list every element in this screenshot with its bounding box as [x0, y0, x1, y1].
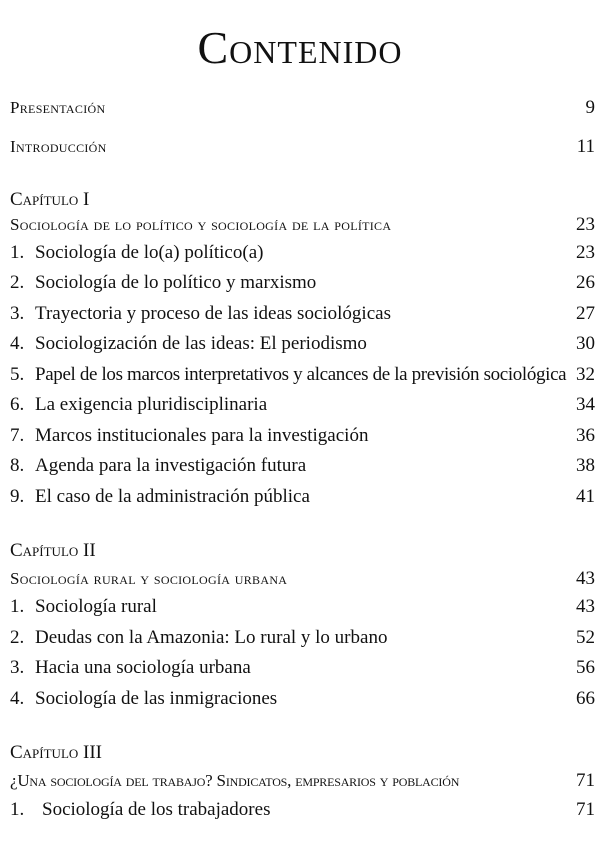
entry-number: 4.: [10, 333, 25, 354]
entry-number: 1.: [10, 799, 25, 820]
toc-page-number: 36: [576, 425, 595, 446]
toc-page-number: 30: [576, 333, 595, 354]
entry-number: 2.: [10, 272, 25, 293]
toc-row-presentation: [10, 96, 595, 120]
toc-entry: [10, 485, 595, 509]
entry-label: Sociologización de las ideas: El periodismo: [35, 333, 367, 354]
toc-page-number: 56: [576, 657, 595, 678]
toc-label: Presentación: [10, 98, 106, 117]
chapter-title-row: [10, 567, 595, 591]
toc-page-number: 26: [576, 272, 595, 293]
entry-label: Sociología rural: [35, 596, 157, 617]
toc-page-number: 71: [576, 799, 595, 820]
entry-label: Sociología de lo político y marxismo: [35, 272, 317, 293]
toc-row-introduction: [10, 135, 595, 159]
chapter-title: ¿Una sociología del trabajo? Sindicatos, empresarios y población: [10, 771, 460, 790]
entry-label: Trayectoria y proceso de las ideas sociológicas: [35, 303, 391, 324]
chapter-heading: Capítulo III: [10, 742, 103, 763]
toc-page-number: 66: [576, 688, 595, 709]
toc-entry: [10, 626, 595, 650]
entry-label: Marcos institucionales para la investigación: [35, 425, 369, 446]
toc-entry: [10, 393, 595, 417]
toc-entry: [10, 332, 595, 356]
toc-label: Introducción: [10, 137, 107, 156]
toc-page-number: 52: [576, 627, 595, 648]
chapter-title: Sociología rural y sociología urbana: [10, 569, 288, 588]
toc-entry: [10, 656, 595, 680]
toc-entry: [10, 271, 595, 295]
entry-label: Papel de los marcos interpretativos y alcances de la previsión sociológica: [35, 364, 567, 385]
entry-number: 6.: [10, 394, 25, 415]
entry-label: Sociología de las inmigraciones: [35, 688, 278, 709]
toc-page-number: 32: [576, 364, 595, 385]
chapter-heading: Capítulo II: [10, 540, 96, 561]
entry-label: Deudas con la Amazonia: Lo rural y lo urbano: [35, 627, 388, 648]
chapter-title-row: [10, 213, 595, 237]
toc-page-number: 41: [576, 486, 595, 507]
toc-entry: [10, 241, 595, 265]
toc-page-number: 27: [576, 303, 595, 324]
entry-number: 3.: [10, 303, 25, 324]
toc-page-number: 23: [576, 214, 595, 235]
entry-number: 3.: [10, 657, 25, 678]
toc-page-number: 11: [576, 136, 595, 157]
toc-page-number: 43: [576, 596, 595, 617]
entry-label: Sociología de los trabajadores: [42, 799, 271, 820]
toc-page-number: 23: [576, 242, 595, 263]
entry-number: 7.: [10, 425, 25, 446]
entry-number: 9.: [10, 486, 25, 507]
entry-number: 1.: [10, 242, 25, 263]
toc-entry: [10, 302, 595, 326]
toc-entry: [10, 687, 595, 711]
toc-page-number: 43: [576, 568, 595, 589]
toc-entry: [10, 798, 595, 822]
toc-entry: [10, 424, 595, 448]
entry-label: Hacia una sociología urbana: [35, 657, 251, 678]
chapter-title: Sociología de lo político y sociología de la política: [10, 215, 392, 234]
entry-label: Sociología de lo(a) político(a): [35, 242, 264, 263]
chapter-heading: Capítulo I: [10, 189, 90, 210]
entry-number: 4.: [10, 688, 25, 709]
toc-page-number: 9: [585, 97, 595, 118]
page-title: Contenido: [197, 22, 403, 73]
entry-number: 5.: [10, 364, 25, 385]
chapter-title-row: [10, 769, 595, 793]
toc-entry: [10, 363, 595, 387]
toc-entry: [10, 595, 595, 619]
toc-page-number: 38: [576, 455, 595, 476]
toc-page-number: 71: [576, 770, 595, 791]
entry-number: 2.: [10, 627, 25, 648]
entry-number: 8.: [10, 455, 25, 476]
entry-label: La exigencia pluridisciplinaria: [35, 394, 268, 415]
entry-label: El caso de la administración pública: [35, 486, 310, 507]
toc-page-number: 34: [576, 394, 595, 415]
entry-label: Agenda para la investigación futura: [35, 455, 307, 476]
entry-number: 1.: [10, 596, 25, 617]
toc-entry: [10, 454, 595, 478]
